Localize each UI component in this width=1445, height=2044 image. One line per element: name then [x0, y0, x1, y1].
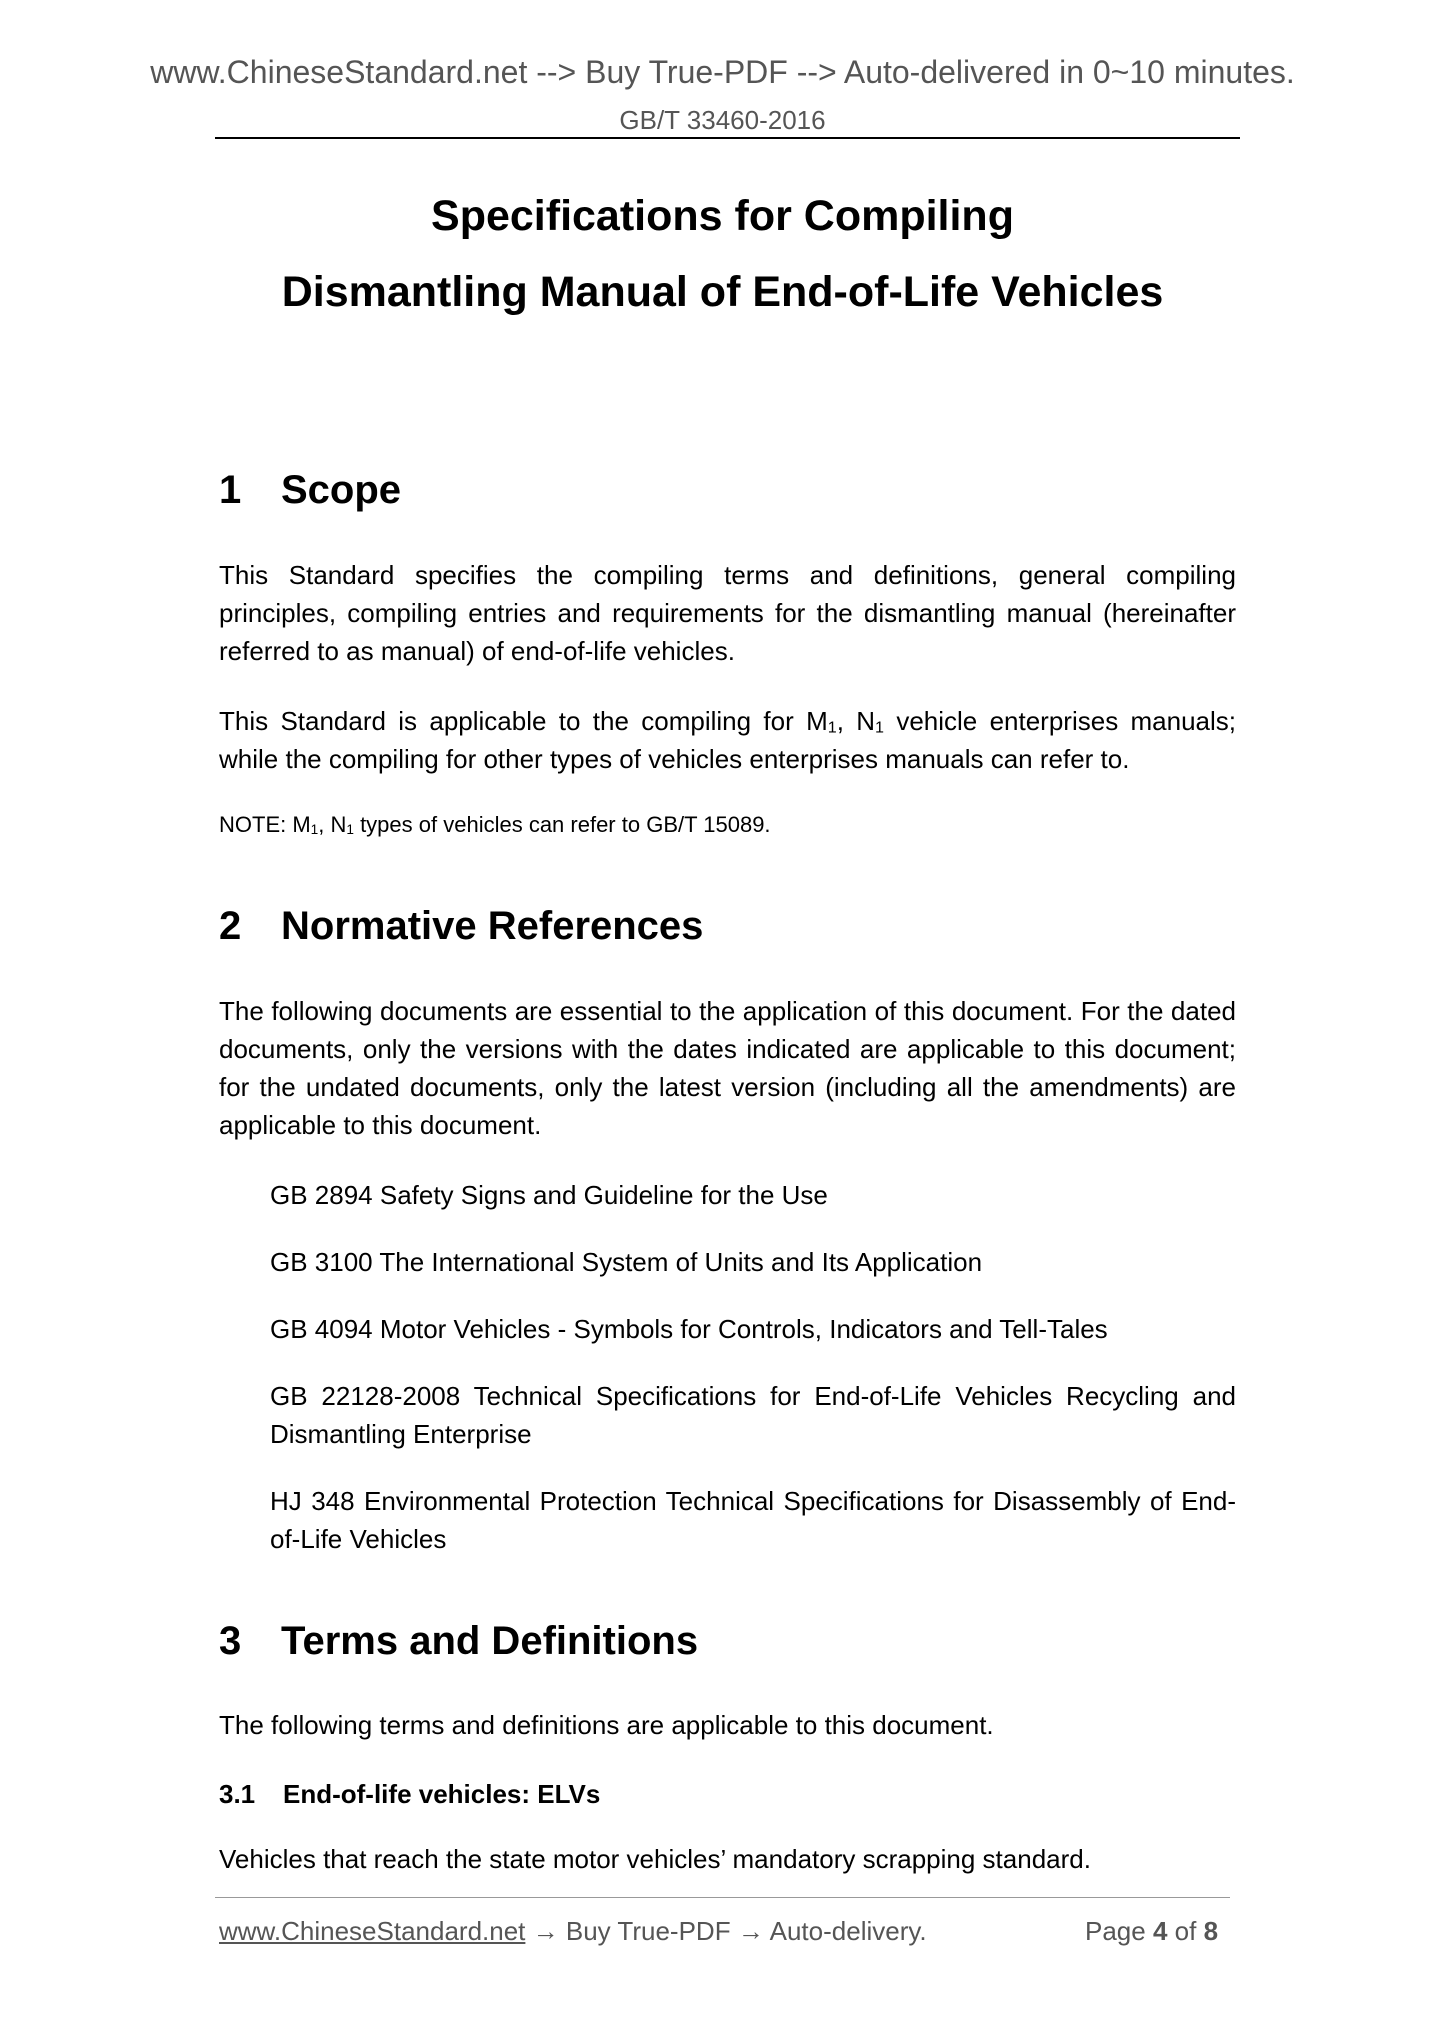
text-run: vehicle enterprises manuals; while the compiling for other types of vehicles enterprises manuals can refer to.	[219, 706, 1237, 774]
reference-item: GB 3100 The International System of Units and Its Application	[270, 1247, 983, 1277]
section-2-heading	[219, 906, 703, 946]
scope-note	[219, 810, 1236, 840]
arrow-icon: →	[737, 1916, 764, 1946]
doc-title-line2: Dismantling Manual of End-of-Life Vehicles	[281, 268, 1164, 316]
section-number: 1	[219, 468, 242, 512]
section-title: Terms and Definitions	[281, 1619, 699, 1663]
header-banner: www.ChineseStandard.net --> Buy True-PDF --> Auto-delivered in 0~10 minutes.	[150, 54, 1295, 90]
total-pages: 8	[1203, 1916, 1219, 1946]
text-run: NOTE: M	[219, 812, 311, 837]
reference-item: GB 2894 Safety Signs and Guideline for the Use	[270, 1180, 828, 1210]
section-title: Scope	[281, 468, 402, 512]
section-3-heading	[219, 1621, 698, 1661]
doc-title-line1: Specifications for Compiling	[431, 192, 1014, 240]
section-number: 2	[219, 904, 242, 948]
text-run: This Standard is applicable to the compiling for M	[219, 706, 828, 736]
standard-number: GB/T 33460-2016	[619, 105, 826, 135]
scope-paragraph-1: This Standard specifies the compiling terms and definitions, general compiling principles, compiling entries and requirements for the dismantling manual (hereinafter referred to as manual) of end-of-life vehicles.	[219, 560, 1236, 666]
footer-promo	[219, 1918, 927, 1944]
text-run: , N	[836, 706, 876, 736]
subsection-3-1-heading	[219, 1781, 600, 1807]
text-run: types of vehicles can refer to GB/T 15089.	[353, 812, 771, 837]
footer-delivery-text: Auto-delivery.	[769, 1916, 927, 1946]
references-paragraph: The following documents are essential to the application of this document. For the dated documents, only the versions with the dates indicated are applicable to this document; for the undated documents, only the latest version (including all the amendments) are applicable to this document.	[219, 996, 1236, 1140]
reference-item: GB 22128-2008 Technical Specifications for End-of-Life Vehicles Recycling and Dismantling Enterprise	[270, 1381, 1236, 1449]
subsection-number: 3.1	[219, 1779, 256, 1809]
reference-item: HJ 348 Environmental Protection Technical Specifications for Disassembly of End-of-Life Vehicles	[270, 1486, 1236, 1554]
section-1-heading	[219, 470, 401, 510]
arrow-icon: →	[532, 1916, 559, 1946]
of-label: of	[1174, 1916, 1197, 1946]
section-title: Normative References	[281, 904, 704, 948]
subscript: 1	[875, 718, 884, 737]
footer-rule	[215, 1897, 1230, 1898]
subscript: 1	[827, 718, 837, 737]
footer-buy-text: Buy True-PDF	[565, 1916, 731, 1946]
text-run: , N	[318, 812, 347, 837]
subscript: 1	[346, 822, 354, 838]
page-indicator	[1085, 1918, 1218, 1944]
term-definition: Vehicles that reach the state motor vehicles’ mandatory scrapping standard.	[219, 1844, 1091, 1874]
page-label: Page	[1085, 1916, 1146, 1946]
header-rule	[215, 137, 1240, 139]
subsection-title: End-of-life vehicles: ELVs	[283, 1779, 601, 1809]
reference-item: GB 4094 Motor Vehicles - Symbols for Controls, Indicators and Tell-Tales	[270, 1314, 1108, 1344]
section-number: 3	[219, 1619, 242, 1663]
scope-paragraph-2	[219, 702, 1236, 778]
footer-site-link[interactable]: www.ChineseStandard.net	[219, 1916, 526, 1946]
current-page: 4	[1152, 1916, 1168, 1946]
terms-intro: The following terms and definitions are applicable to this document.	[219, 1710, 994, 1740]
subscript: 1	[310, 822, 319, 838]
